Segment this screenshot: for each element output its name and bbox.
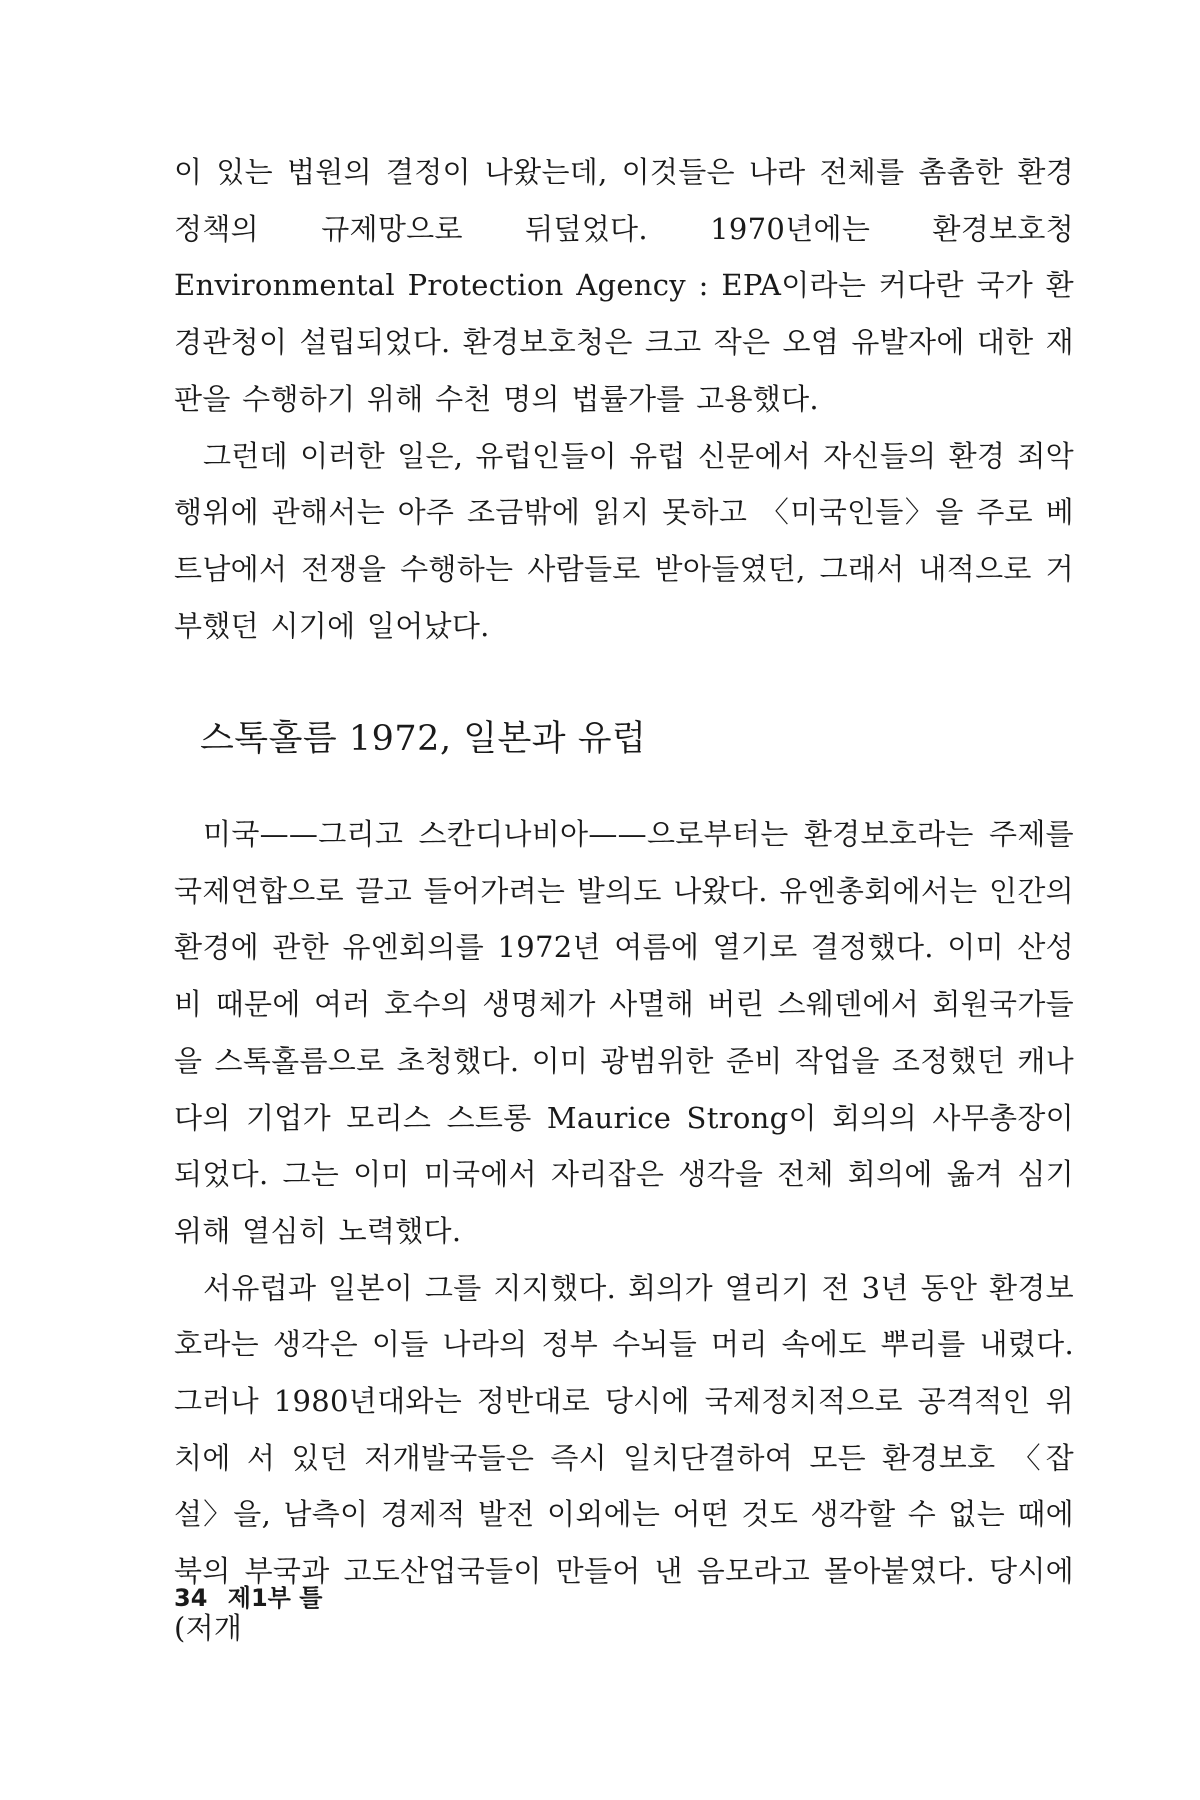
page-footer <box>174 1578 322 1613</box>
paragraph: 미국——그리고 스칸디나비아——으로부터는 환경보호라는 주제를 국제연합으로 끌고 들어가려는 발의도 나왔다. 유엔총회에서는 인간의 환경에 관한 유엔회의를 1972년 여름에 열기로 결정했다. 이미 산성비 때문에 여러 호수의 생명체가 사멸해 버린 스웨덴에서 회원국가들을 스톡홀름으로 초청했다. 이미 광범위한 준비 작업을 조정했던 캐나다의 기업가 모리스 스트롱 Maurice Strong이 회의의 사무총장이 되었다. 그는 이미 미국에서 자리잡은 생각을 전체 회의에 옮겨 심기 위해 열심히 노력했다. <box>174 817 1074 1248</box>
part-label: 제1부 틀 <box>227 1584 323 1612</box>
paragraph: 서유럽과 일본이 그를 지지했다. 회의가 열리기 전 3년 동안 환경보호라는 생각은 이들 나라의 정부 수뇌들 머리 속에도 뿌리를 내렸다. 그러나 1980년대와는 정반대로 당시에 국제정치적으로 공격적인 위치에 서 있던 저개발국들은 즉시 일치단결하여 모든 환경보호 〈잡설〉을, 남측이 경제적 발전 이외에는 어떤 것도 생각할 수 없는 때에 북의 부국과 고도산업국들이 만들어 낸 음모라고 몰아붙였다. 당시에 (저개 <box>174 1270 1074 1645</box>
paragraph: 이 있는 법원의 결정이 나왔는데, 이것들은 나라 전체를 촘촘한 환경 정책의 규제망으로 뒤덮었다. 1970년에는 환경보호청 Environmental Protection Agency : EPA이라는 커다란 국가 환경관청이 설립되었다. 환경보호청은 크고 작은 오염 유발자에 대한 재판을 수행하기 위해 수천 명의 법률가를 고용했다. <box>174 155 1074 416</box>
page-number: 34 <box>174 1584 208 1612</box>
section-heading: 스톡홀름 1972, 일본과 유럽 <box>200 719 647 759</box>
text-block-main <box>174 806 1074 1657</box>
paragraph: 그런데 이러한 일은, 유럽인들이 유럽 신문에서 자신들의 환경 죄악 행위에 관해서는 아주 조금밖에 읽지 못하고 〈미국인들〉을 주로 베트남에서 전쟁을 수행하는 사람들로 받아들였던, 그래서 내적으로 거부했던 시기에 일어났다. <box>174 438 1074 643</box>
text-block-top <box>174 144 1074 654</box>
